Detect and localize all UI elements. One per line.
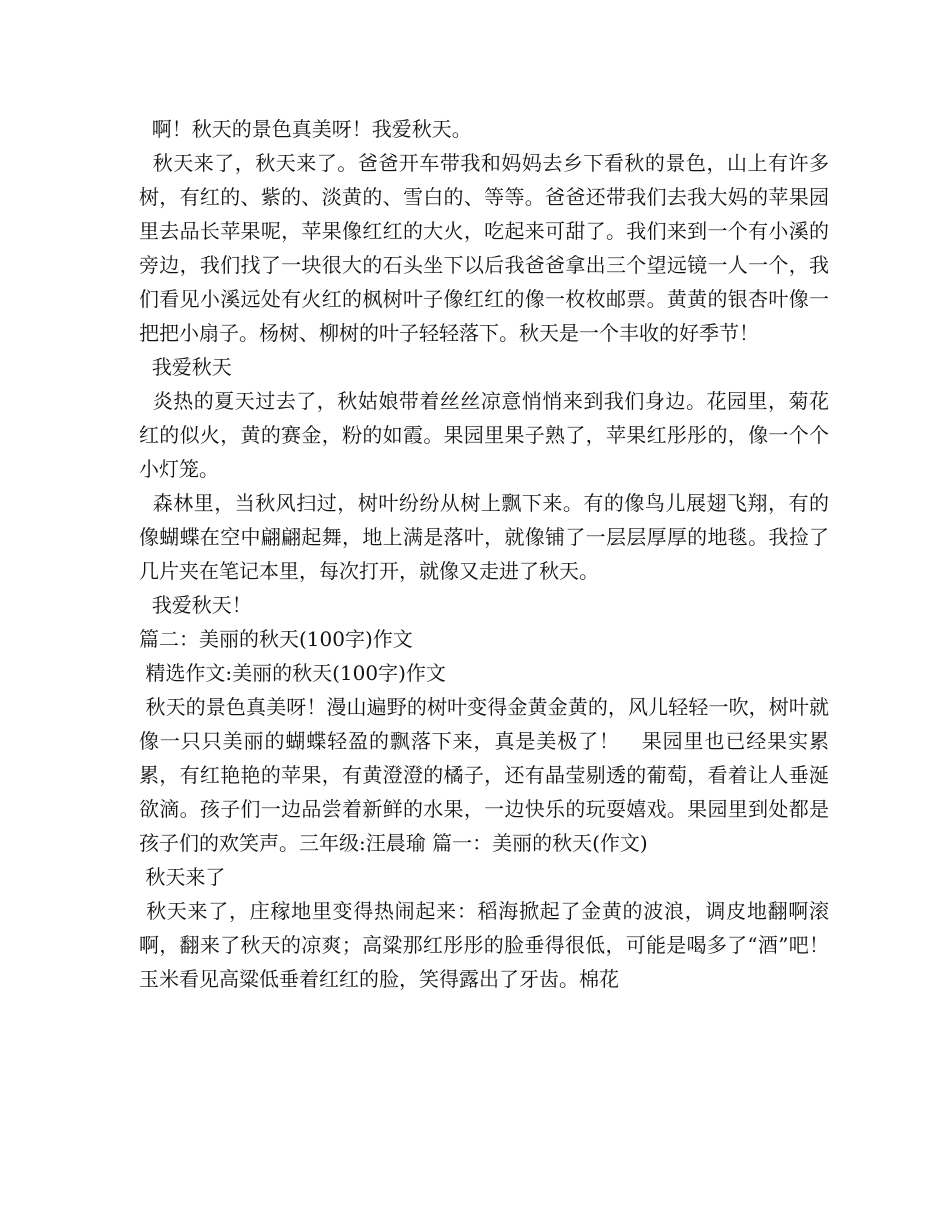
paragraph: 秋天的景色真美呀！漫山遍野的树叶变得金黄金黄的，风儿轻轻一吹，树叶就像一只只美丽的蝴蝶轻盈的飘落下来，真是美极了！ 果园里也已经果实累累，有红艳艳的苹果，有黄澄澄的橘子，还有晶莹剔透的葡萄，看着让人垂涎欲滴。孩子们一边品尝着新鲜的水果，一边快乐的玩耍嬉戏。果园里到处都是孩子们的欢笑声。三年级:汪晨瑜 篇一：美丽的秋天(作文) <box>139 695 830 855</box>
paragraph: 炎热的夏天过去了，秋姑娘带着丝丝凉意悄悄来到我们身边。花园里，菊花红的似火，黄的赛金，粉的如霞。果园里果子熟了，苹果红彤彤的，像一个个小灯笼。 <box>139 389 829 481</box>
paragraph: 我爱秋天 <box>139 355 232 379</box>
paragraph: 秋天来了，庄稼地里变得热闹起来：稻海掀起了金黄的波浪，调皮地翻啊滚啊，翻来了秋天的凉爽；高粱那红彤彤的脸垂得很低，可能是喝多了“酒”吧！玉米看见高粱低垂着红红的脸，笑得露出了牙齿。棉花 <box>139 899 830 991</box>
paragraph: 森林里，当秋风扫过，树叶纷纷从树上飘下来。有的像鸟儿展翅飞翔，有的像蝴蝶在空中翩翩起舞，地上满是落叶，就像铺了一层层厚厚的地毯。我捡了几片夹在笔记本里，每次打开，就像又走进了秋天。 <box>139 491 829 583</box>
paragraph: 秋天来了，秋天来了。爸爸开车带我和妈妈去乡下看秋的景色，山上有许多树，有红的、紫的、淡黄的、雪白的、等等。爸爸还带我们去我大妈的苹果园里去品长苹果呢，苹果像红红的大火，吃起来可甜了。我们来到一个有小溪的旁边，我们找了一块很大的石头坐下以后我爸爸拿出三个望远镜一人一个，我们看见小溪远处有火红的枫树叶子像红红的像一枚枚邮票。黄黄的银杏叶像一把把小扇子。杨树、柳树的叶子轻轻落下。秋天是一个丰收的好季节！ <box>139 151 829 345</box>
section-subheading: 精选作文:美丽的秋天(100字)作文 <box>139 661 446 685</box>
section-heading: 篇二：美丽的秋天(100字)作文 <box>139 627 413 651</box>
paragraph: 秋天来了 <box>139 865 226 889</box>
paragraph: 我爱秋天！ <box>139 593 252 617</box>
document-body <box>139 112 829 996</box>
paragraph: 啊！秋天的景色真美呀！我爱秋天。 <box>139 117 472 141</box>
